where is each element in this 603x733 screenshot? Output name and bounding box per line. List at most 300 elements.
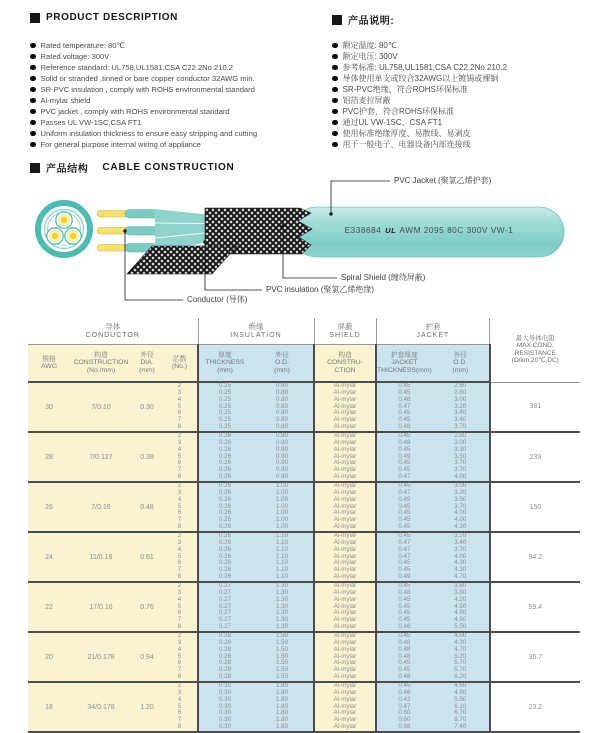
value-line: 1.50 [275,632,289,640]
group-shield-cn: 屏蔽 [337,322,353,331]
ins-thickness-cell [198,582,251,632]
value-line: Al-mylar [333,609,357,617]
group-jacket-en: JACKET [416,332,450,339]
value-line: 0.45 [398,609,411,617]
value-line: 4.30 [454,638,467,646]
cable-construction-diagram [0,168,603,316]
value-line: 3.70 [454,466,467,474]
value-line: 1.30 [275,582,289,590]
value-line: 4.70 [454,573,467,581]
value-line: 7 [177,416,182,424]
value-line: 0.28 [218,652,232,660]
value-line: 3.00 [454,395,467,403]
value-line: 4.00 [454,473,467,481]
construction-cell: 7/0.10 [70,382,132,432]
value-line: 5.70 [454,666,467,674]
product-description-title [30,12,178,23]
value-line: 1.80 [275,682,289,690]
resistance-cell: 239 [490,432,580,482]
shield-construction-cell [314,382,376,432]
group-jacket-cn: 护套 [425,322,441,331]
product-notes-title [332,12,394,27]
value-line: Al-mylar [333,495,357,503]
bullet-icon [332,43,338,49]
awg-cell: 22 [28,582,70,632]
value-line: 0.28 [218,638,232,646]
value-line: 0.45 [398,582,411,590]
value-line: Al-mylar [333,516,357,524]
value-line: 0.25 [218,382,232,390]
value-line: Al-mylar [333,416,357,424]
bullet-icon [332,65,338,71]
value-line: 1.80 [275,688,289,696]
jacket-print-text [305,225,553,235]
value-line: 8 [177,673,182,681]
shield-construction-cell-values [315,533,375,581]
value-line: Al-mylar [333,716,357,724]
cores-cell [162,482,198,532]
label-pvc-insulation: PVC insulation (聚氯乙烯绝缘) [266,285,375,294]
value-line: 0.90 [275,466,289,474]
value-line: 2 [177,682,182,690]
value-line: Al-mylar [333,459,357,467]
value-line: Al-mylar [333,652,357,660]
bullet-icon [30,109,36,115]
value-line: 1.50 [275,666,289,674]
jacket-thickness-cell [376,582,432,632]
label-spiral-shield: Spiral Shield (缠绕屏蔽) [341,273,426,282]
value-line: 0.28 [218,659,232,667]
value-line: 0.30 [218,709,232,717]
jacket-od-cell-values [432,433,489,481]
value-line: 0.90 [275,445,289,453]
jacket-od-cell-values [432,633,489,681]
value-line: 0.28 [218,632,232,640]
value-line: 1.10 [275,573,289,581]
jacket-print-spec: AWM 2095 80C 300V VW-1 [399,225,514,235]
value-line: 0.30 [218,723,232,731]
description-item [332,128,507,139]
table-row [28,432,580,482]
value-line: 0.48 [398,673,411,681]
value-line: Al-mylar [333,582,357,590]
cores-cell-values [162,633,197,681]
resistance-cell: 94.2 [490,532,580,582]
description-item [30,117,257,128]
value-line: 3.70 [454,545,467,553]
value-line: 0.27 [218,595,232,603]
value-line: 5 [177,652,182,660]
value-line: 4.90 [454,688,467,696]
shield-construction-cell-values [315,483,375,531]
value-line: 1.30 [275,595,289,603]
value-line: 5 [177,452,182,460]
shield-construction-cell [314,682,376,732]
jacket-thickness-cell [376,382,432,432]
description-text: SR-PVC绝缘，符合ROHS环保标准 [342,85,468,94]
value-line: Al-mylar [333,395,357,403]
bullet-icon [30,65,36,71]
ins-thickness-cell-values [199,583,251,631]
cores-cell-values [162,383,197,431]
value-line: Al-mylar [333,602,357,610]
shield-construction-cell-values [315,583,375,631]
dia-cell: 0.76 [132,582,162,632]
value-line: Al-mylar [333,552,357,560]
value-line: 1.10 [275,545,289,553]
ins-thickness-cell [198,432,251,482]
description-text: 铝箔麦拉屏蔽 [342,96,391,105]
shield-construction-cell [314,582,376,632]
product-notes-title-text: 产品说明: [348,16,395,27]
description-text: For general purpose internal wiring of appliance [40,140,201,149]
ins-thickness-cell [198,532,251,582]
value-line: 4.30 [454,566,467,574]
ins-thickness-cell-values [199,383,251,431]
value-line: 1.10 [275,538,289,546]
value-line: 1.00 [275,516,289,524]
value-line: Al-mylar [333,573,357,581]
value-line: 0.45 [398,416,411,424]
value-line: 0.26 [218,532,232,540]
value-line: 0.26 [218,509,232,517]
jacket-thickness-cell-values [377,533,432,581]
value-line: 0.27 [218,609,232,617]
value-line: 3.70 [454,423,467,431]
description-item [30,139,257,150]
value-line: 1.00 [275,509,289,517]
value-line: 0.28 [218,666,232,674]
jacket-thickness-cell [376,682,432,732]
value-line: 7.40 [454,723,467,731]
value-line: 0.26 [218,438,232,446]
value-line: Al-mylar [333,566,357,574]
value-line: 3 [177,538,182,546]
value-line: Al-mylar [333,482,357,490]
ins-thickness-cell-values [199,533,251,581]
value-line: Al-mylar [333,438,357,446]
value-line: 5.70 [454,659,467,667]
value-line: 0.27 [218,588,232,596]
resistance-cell: 23.2 [490,682,580,732]
bullet-icon [332,87,338,93]
bullet-icon [30,54,36,60]
value-line: 3 [177,638,182,646]
table-row [28,632,580,682]
value-line: 0.43 [398,695,411,703]
jacket-od-cell [432,682,490,732]
value-line: 4 [177,395,182,403]
ins-od-cell [251,682,314,732]
description-text: 参考标准: UL758,UL1581,CSA C22.2No.210.2 [342,63,508,72]
description-item [332,139,507,150]
jacket-od-cell-values [432,483,489,531]
value-line: 4.30 [454,523,467,531]
value-line: 7 [177,466,182,474]
group-conductor-cn: 导体 [105,322,121,331]
ins-thickness-cell [198,682,251,732]
value-line: 0.27 [218,582,232,590]
value-line: 3.20 [454,488,467,496]
value-line: 0.48 [398,395,411,403]
value-line: 0.25 [218,423,232,431]
jacket-thickness-cell [376,532,432,582]
value-line: 7 [177,666,182,674]
value-line: 0.45 [398,482,411,490]
description-text: Solid or stranded ,tinned or bare copper conductor 32AWG min. [40,74,255,83]
value-line: Al-mylar [333,502,357,510]
shield-construction-cell [314,482,376,532]
awg-cell: 30 [28,382,70,432]
value-line: 1.00 [275,488,289,496]
value-line: 1.50 [275,659,289,667]
jacket-od-cell-values [432,533,489,581]
jacket-od-cell-values [432,383,489,431]
group-conductor-en: CONDUCTOR [85,332,140,339]
cores-cell [162,682,198,732]
value-line: Al-mylar [333,532,357,540]
bullet-icon [30,76,36,82]
value-line: 0.47 [398,538,411,546]
description-item [332,62,507,73]
value-line: Al-mylar [333,702,357,710]
ins-thickness-cell-values [199,483,251,531]
description-item [332,117,507,128]
resistance-header-en1: MAX.COND. [516,342,554,350]
value-line: 0.26 [218,566,232,574]
value-line: Al-mylar [333,473,357,481]
awg-cell: 20 [28,632,70,682]
cores-cell [162,582,198,632]
jacket-od-cell [432,382,490,432]
jacket-od-cell-values [432,583,489,631]
construction-cell: 7/0.127 [70,432,132,482]
value-line: Al-mylar [333,445,357,453]
construction-cell: 7/0.16 [70,482,132,532]
value-line: Al-mylar [333,452,357,460]
value-line: 0.26 [218,495,232,503]
value-line: 4.60 [454,682,467,690]
jacket-thickness-cell-values [377,483,432,531]
value-line: 6.20 [454,673,467,681]
value-line: 8 [177,723,182,731]
label-conductor: Conductor (导体) [187,295,248,304]
description-text: 导体使用单支或绞合32AWG以上镀锡或裸铜 [342,74,499,83]
value-line: 0.45 [398,432,411,440]
ins-thickness-cell-values [199,433,251,481]
value-line: 0.47 [398,545,411,553]
table-row [28,382,580,432]
description-text: 使用标准绝缘厚度、易散线、易剥皮 [342,129,471,138]
value-line: 4 [177,645,182,653]
description-text: PVC jacket , comply with ROHS environmental standard [40,107,230,116]
value-line: 1.30 [275,623,289,631]
value-line: 4.30 [454,559,467,567]
table-row [28,532,580,582]
ins-od-cell-values [251,583,313,631]
value-line: Al-mylar [333,432,357,440]
value-line: 5 [177,552,182,560]
construction-title-cn: 产品结构 [46,164,89,175]
value-line: 3.40 [454,416,467,424]
value-line: 1.10 [275,566,289,574]
value-line: Al-mylar [333,509,357,517]
value-line: 2 [177,482,182,490]
ins-od-cell [251,632,314,682]
resistance-header [490,318,580,382]
value-line: 0.60 [398,716,411,724]
value-line: 6 [177,409,182,417]
value-line: Al-mylar [333,538,357,546]
value-line: 0.45 [398,502,411,510]
group-insulation-cn: 绝缘 [248,322,264,331]
value-line: Al-mylar [333,595,357,603]
ins-thickness-cell [198,632,251,682]
product-notes-list [332,40,507,150]
value-line: 4 [177,545,182,553]
value-line: 0.45 [398,595,411,603]
value-line: 0.26 [218,516,232,524]
description-item [30,106,257,117]
bullet-icon [332,120,338,126]
bullet-icon [332,98,338,104]
value-line: 2.80 [454,432,467,440]
jacket-thickness-cell-values [377,633,432,681]
value-line: 3.40 [454,538,467,546]
description-text: Al-mylar shield [40,96,91,105]
value-line: 0.26 [218,552,232,560]
value-line: 0.90 [275,432,289,440]
resistance-header-unit: (Ω/km,20℃,DC) [511,357,559,365]
table-row [28,682,580,732]
value-line: 0.26 [218,473,232,481]
value-line: 0.27 [218,602,232,610]
group-conductor [28,318,198,345]
value-line: 1.80 [275,695,289,703]
value-line: 3.70 [454,459,467,467]
jacket-od-cell [432,632,490,682]
value-line: 1.00 [275,502,289,510]
value-line: 8 [177,423,182,431]
value-line: 5.20 [454,652,467,660]
group-shield-en: SHIELD [329,332,361,339]
value-line: 6 [177,459,182,467]
value-line: Al-mylar [333,666,357,674]
col-jacket-od-header: 外径 O.D. (mm) [432,345,490,383]
jacket-od-cell [432,582,490,632]
value-line: 0.45 [398,602,411,610]
value-line: 7 [177,516,182,524]
jacket-thickness-cell [376,482,432,532]
ins-od-cell-values [251,533,313,581]
description-item [30,95,257,106]
value-line: 3.00 [454,482,467,490]
jacket-thickness-cell-values [377,683,432,731]
value-line: 0.48 [398,438,411,446]
shield-construction-cell-values [315,433,375,481]
value-line: 0.45 [398,682,411,690]
label-pvc-jacket: PVC Jacket (聚氯乙烯护套) [394,176,492,185]
value-line: 6 [177,609,182,617]
jacket-od-cell [432,482,490,532]
bullet-icon [332,54,338,60]
cores-cell-values [162,683,197,731]
value-line: 0.28 [218,645,232,653]
value-line: 3.20 [454,402,467,410]
value-line: Al-mylar [333,523,357,531]
value-line: Al-mylar [333,645,357,653]
construction-title-en: CABLE CONSTRUCTION [102,162,235,173]
value-line: 4.20 [454,595,467,603]
value-line: 0.48 [398,588,411,596]
value-line: 3 [177,688,182,696]
value-line: 5 [177,402,182,410]
value-line: 0.25 [218,409,232,417]
bullet-icon [30,131,36,137]
jacket-print-code: E338684 [344,225,382,235]
value-line: 5.50 [454,695,467,703]
value-line: 0.45 [398,559,411,567]
value-line: 5 [177,502,182,510]
value-line: 0.68 [398,723,411,731]
value-line: 0.26 [218,452,232,460]
value-line: 8 [177,523,182,531]
value-line: 3.30 [454,445,467,453]
value-line: 3 [177,388,182,396]
resistance-header-cn: 最大导体电阻 [515,334,555,342]
col-dia-header: 外径 DIA. (mm) [132,345,162,383]
value-line: 1.50 [275,673,289,681]
cores-cell-values [162,533,197,581]
ins-od-cell-values [251,683,313,731]
value-line: 0.26 [218,432,232,440]
value-line: 6.70 [454,716,467,724]
ins-od-cell [251,532,314,582]
value-line: 4.00 [454,509,467,517]
bullet-icon [332,109,338,115]
value-line: 3.50 [454,495,467,503]
value-line: Al-mylar [333,709,357,717]
value-line: 0.45 [398,659,411,667]
value-line: 0.45 [398,632,411,640]
description-text: Passes UL VW-1SC,CSA FT1 [40,118,142,127]
value-line: 2.80 [454,388,467,396]
bullet-icon [332,142,338,148]
value-line: 0.26 [218,459,232,467]
value-line: 1.30 [275,602,289,610]
value-line: 1.50 [275,645,289,653]
value-line: 0.90 [275,473,289,481]
resistance-header-en2: RESISTANCE [514,349,556,357]
jacket-thickness-cell-values [377,433,432,481]
value-line: 8 [177,573,182,581]
description-item [30,62,257,73]
stripped-wires-graphic [97,210,159,253]
value-line: 0.46 [398,688,411,696]
value-line: 0.47 [398,702,411,710]
jacket-od-cell [432,432,490,482]
value-line: 0.25 [218,395,232,403]
cross-section-conductor [65,228,81,244]
value-line: 1.30 [275,609,289,617]
value-line: 2 [177,432,182,440]
description-item [30,40,257,51]
value-line: Al-mylar [333,682,357,690]
cores-cell-values [162,433,197,481]
ins-od-cell-values [251,633,313,681]
value-line: 0.45 [398,459,411,467]
value-line: 0.49 [398,452,411,460]
